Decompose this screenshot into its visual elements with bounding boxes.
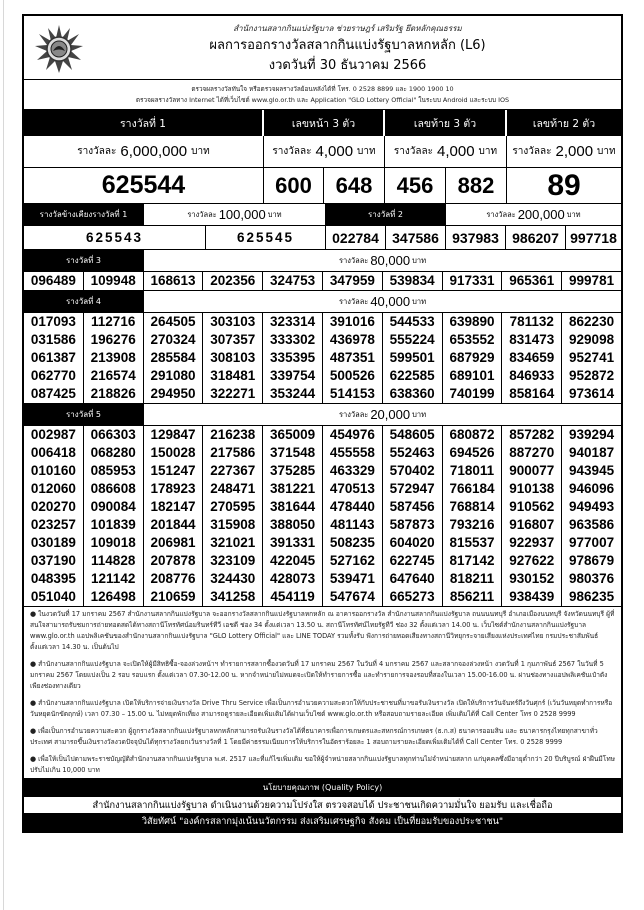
prize-number: 547674	[329, 589, 375, 604]
near-first-number-2: 625545	[206, 226, 326, 250]
amount-unit: บาท	[412, 409, 427, 419]
prize-number: 085953	[90, 463, 136, 478]
prize-number: 023257	[30, 517, 76, 532]
prize-number: 381221	[270, 481, 316, 496]
prize-number: 303103	[210, 314, 256, 329]
prize-number: 388050	[270, 517, 316, 532]
prize-number: 929098	[569, 332, 615, 347]
announcement-item	[30, 754, 615, 776]
number-column	[84, 313, 144, 403]
lottery-results-document	[22, 14, 623, 833]
prize-number: 218826	[90, 386, 136, 401]
prize-number: 500526	[329, 368, 375, 383]
quality-policy-text: สำนักงานสลากกินแบ่งรัฐบาล ดำเนินงานด้วยความโปร่งใส ตรวจสอบได้ ประชาชนเกิดความมั่นใจ ยอมรับ และเชื่อถือ	[24, 796, 621, 813]
vision-statement: วิสัยทัศน์ "องค์กรสลากมุ่งเน้นนวัตกรรม ส่งเสริมเศรษฐกิจ สังคม เป็นที่ยอมรับของประชาชน"	[24, 813, 621, 831]
prize-number: 900077	[509, 463, 555, 478]
near-first-number-1: 625543	[24, 226, 206, 250]
top-prize-labels	[24, 110, 621, 136]
prize-number: 436978	[329, 332, 375, 347]
prize-number: 129847	[150, 427, 196, 442]
second-prize-label: รางวัลที่ 2	[326, 204, 446, 226]
prize-number: 068280	[90, 445, 136, 460]
third-prize-amount	[144, 250, 621, 272]
near-first-label: รางวัลข้างเคียงรางวัลที่ 1	[24, 204, 144, 226]
header-text	[94, 22, 601, 76]
prize-number: 048395	[30, 571, 76, 586]
prize-number: 347959	[329, 273, 375, 288]
prize-number: 963586	[569, 517, 615, 532]
fifth-prize-numbers	[24, 426, 621, 607]
prize-number: 323109	[210, 553, 256, 568]
prize-number: 572947	[389, 481, 435, 496]
prize-number: 248471	[210, 481, 256, 496]
prize-number: 308103	[210, 350, 256, 365]
amount-unit: บาท	[191, 146, 210, 157]
prize-number: 570402	[389, 463, 435, 478]
prize-number: 318481	[210, 368, 256, 383]
second-number-4: 986207	[506, 226, 566, 250]
prize-number: 539834	[389, 273, 435, 288]
first-prize-number: 625544	[24, 168, 264, 204]
org-line: สำนักงานสลากกินแบ่งรัฐบาล ช่วยราษฎร์ เสริมรัฐ ยึดหลักคุณธรรม	[233, 24, 462, 33]
prize-number: 061387	[30, 350, 76, 365]
amount-prefix: รางวัลละ	[187, 209, 217, 219]
bullet-icon: ●	[30, 755, 37, 763]
amount-value: 2,000	[555, 143, 594, 160]
fourth-prize-numbers	[24, 313, 621, 404]
prize-number: 365009	[270, 427, 316, 442]
prize-number: 322271	[210, 386, 256, 401]
prize-number: 371548	[270, 445, 316, 460]
number-column	[24, 426, 84, 606]
prize-number: 922937	[509, 535, 555, 550]
number-column	[203, 272, 263, 290]
prize-number: 555224	[389, 332, 435, 347]
quality-policy-label: นโยบายคุณภาพ (Quality Policy)	[24, 779, 621, 796]
prize-number: 687929	[449, 350, 495, 365]
fourth-prize-header	[24, 291, 621, 313]
prize-number: 858164	[509, 386, 555, 401]
prize-number: 178923	[150, 481, 196, 496]
prize-number: 949493	[569, 499, 615, 514]
prize-number: 264505	[150, 314, 196, 329]
number-column	[502, 426, 562, 606]
prize-number: 422045	[270, 553, 316, 568]
prize-number: 846933	[509, 368, 555, 383]
prize-number: 817142	[449, 553, 495, 568]
prize-number: 818211	[449, 571, 495, 586]
prize-number: 910138	[509, 481, 555, 496]
front3-label: เลขหน้า 3 ตัว	[264, 110, 385, 136]
prize-number: 768814	[449, 499, 495, 514]
prize-number: 002987	[30, 427, 76, 442]
announcement-item	[30, 726, 615, 748]
fifth-prize-label: รางวัลที่ 5	[24, 404, 144, 426]
amount-unit: บาท	[597, 146, 616, 157]
number-column	[24, 313, 84, 403]
prize-number: 096489	[30, 273, 76, 288]
prize-number: 428073	[270, 571, 316, 586]
announcement-text: สำนักงานสลากกินแบ่งรัฐบาล จะเปิดให้ผู้มีสิทธิซื้อ-จองล่วงหน้าฯ ทำรายการสลากซื้องวดวันที่ 17 มกราคม 2567 ในวันที่ 4 มกราคม 2567 และสลากจองล่วงหน้า งวดวันที่ 1 กุมภาพันธ์ 2567 ในวันที่ 5 มกราคม 2567 โดยแบ่งเป็น 2 รอบ รอบแรก ตั้งแต่เวลา 07.30-12.00 น. หากจำหน่ายไม่หมดจะเปิดให้ทำรายการซื้อ และทำรายการจองรอบที่สองในเวลา 15.00-16.00 น. ผ่านช่องทางแอปพลิเคชันเป๋าตัง เพียงช่องทางเดียว	[30, 660, 608, 690]
prize-number: 463329	[329, 463, 375, 478]
prize-number: 126498	[90, 589, 136, 604]
prize-number: 087425	[30, 386, 76, 401]
number-column	[144, 272, 204, 290]
amount-value: 40,000	[370, 294, 411, 309]
amount-value: 4,000	[315, 143, 354, 160]
prize-number: 335395	[270, 350, 316, 365]
prize-number: 307357	[210, 332, 256, 347]
prize-number: 604020	[389, 535, 435, 550]
prize-number: 647640	[389, 571, 435, 586]
amount-value: 200,000	[517, 207, 565, 222]
prize-number: 455558	[329, 445, 375, 460]
prize-number: 375285	[270, 463, 316, 478]
second-number-2: 347586	[386, 226, 446, 250]
prize-number: 999781	[569, 273, 615, 288]
prize-number: 548605	[389, 427, 435, 442]
prize-number: 917331	[449, 273, 495, 288]
prize-number: 454119	[270, 589, 315, 604]
prize-number: 051040	[30, 589, 76, 604]
number-column	[443, 426, 503, 606]
prize-number: 665273	[389, 589, 435, 604]
amount-value: 100,000	[218, 207, 266, 222]
third-prize-label: รางวัลที่ 3	[24, 250, 144, 272]
glo-emblem-icon	[34, 24, 84, 74]
amount-value: 6,000,000	[120, 143, 188, 160]
prize-number: 182147	[150, 499, 196, 514]
prize-number: 391331	[270, 535, 316, 550]
prize-number: 012060	[30, 481, 76, 496]
prize-number: 508235	[329, 535, 375, 550]
amount-unit: บาท	[267, 209, 282, 219]
prize-number: 622745	[389, 553, 435, 568]
prize-number: 943945	[569, 463, 615, 478]
prize-number: 514153	[329, 386, 375, 401]
amount-value: 4,000	[437, 143, 475, 160]
prize-number: 112716	[91, 314, 136, 329]
number-column	[203, 313, 263, 403]
page-title: ผลการออกรางวัลสลากกินแบ่งรัฐบาลหกหลัก (L6)	[209, 38, 486, 53]
prize-number: 487351	[329, 350, 375, 365]
prize-number: 539471	[329, 571, 375, 586]
prize-number: 006418	[30, 445, 76, 460]
prize-number: 910562	[509, 499, 555, 514]
top-prize-amounts	[24, 136, 621, 168]
prize-number: 587873	[389, 517, 435, 532]
prize-number: 109018	[90, 535, 136, 550]
contact-line-1: ตรวจผลรางวัลทันใจ หรือตรวจผลรางวัลย้อนหลังได้ที่ โทร. 0 2528 8899 และ 1900 1900 10	[191, 85, 454, 93]
back3-number-2: 882	[446, 168, 507, 204]
prize-number: 324753	[270, 273, 316, 288]
third-prize-numbers	[24, 272, 621, 291]
amount-unit: บาท	[566, 209, 581, 219]
announcement-item	[30, 659, 615, 692]
amount-unit: บาท	[357, 146, 376, 157]
fourth-prize-label: รางวัลที่ 4	[24, 291, 144, 313]
number-column	[383, 426, 443, 606]
prize-number: 986235	[569, 589, 615, 604]
amount-unit: บาท	[412, 296, 427, 306]
prize-number: 017093	[30, 314, 76, 329]
top-prize-numbers	[24, 168, 621, 204]
number-column	[263, 272, 323, 290]
prize-number: 927622	[509, 553, 555, 568]
second-prize-amount	[446, 204, 621, 226]
prize-number: 740199	[449, 386, 495, 401]
prize-number: 680872	[449, 427, 495, 442]
prize-number: 689101	[449, 368, 495, 383]
prize-number: 946096	[569, 481, 615, 496]
prize-number: 323314	[270, 314, 316, 329]
number-column	[383, 313, 443, 403]
prize-number: 150028	[150, 445, 196, 460]
prize-number: 206981	[150, 535, 196, 550]
near-first-second-numbers	[24, 226, 621, 250]
number-column	[562, 313, 621, 403]
prize-number: 831473	[509, 332, 555, 347]
prize-number: 341258	[210, 589, 256, 604]
prize-number: 527162	[329, 553, 375, 568]
prize-number: 470513	[329, 481, 375, 496]
amount-prefix: รางวัลละ	[512, 146, 552, 157]
document-header	[24, 16, 621, 80]
number-column	[502, 272, 562, 290]
prize-number: 478440	[329, 499, 375, 514]
front3-number-2: 648	[324, 168, 385, 204]
announcements	[24, 607, 621, 779]
number-column	[203, 426, 263, 606]
prize-number: 856211	[449, 589, 495, 604]
bullet-icon: ●	[30, 727, 37, 735]
second-number-1: 022784	[326, 226, 386, 250]
prize-number: 291080	[150, 368, 196, 383]
prize-number: 321021	[210, 535, 256, 550]
draw-date: งวดวันที่ 30 ธันวาคม 2566	[268, 58, 427, 73]
prize-number: 938439	[509, 589, 555, 604]
prize-number: 315908	[210, 517, 256, 532]
amount-unit: บาท	[412, 255, 427, 265]
prize-number: 066303	[90, 427, 136, 442]
amount-prefix: รางวัลละ	[338, 296, 369, 306]
prize-number: 090084	[90, 499, 136, 514]
number-column	[323, 313, 383, 403]
front3-amount	[264, 136, 385, 168]
back3-label: เลขท้าย 3 ตัว	[385, 110, 507, 136]
prize-number: 694526	[449, 445, 495, 460]
prize-number: 857282	[509, 427, 555, 442]
prize-number: 381644	[270, 499, 316, 514]
prize-number: 333302	[270, 332, 316, 347]
prize-number: 339754	[270, 368, 316, 383]
back3-amount	[385, 136, 507, 168]
prize-number: 270324	[150, 332, 196, 347]
prize-number: 638360	[389, 386, 435, 401]
announcement-text: เพื่อเป็นการอำนวยความสะดวก ผู้ถูกรางวัลสลากกินแบ่งรัฐบาลหกหลักสามารถรับเงินรางวัลได้ที่ธนาคารเพื่อการเกษตรและสหกรณ์การเกษตร (ธ.ก.ส) ธนาคารออมสิน และ ธนาคารกรุงไทยทุกสาขาทั่วประเทศ สามารถขึ้นเงินรางวัลงวดปัจจุบันได้ทุกรางวัลยกเว้นรางวัลที่ 1 โดยมีค่าธรรมเนียมการให้บริการในอัตราร้อยละ 1 สอบถามรายละเอียดเพิ่มเติมได้ที่ Call Center โทร. 0 2528 9999	[30, 727, 598, 746]
prize-number: 086608	[90, 481, 136, 496]
number-column	[24, 272, 84, 290]
number-column	[443, 272, 503, 290]
prize-number: 213908	[90, 350, 136, 365]
number-column	[84, 272, 144, 290]
announcement-item	[30, 609, 615, 653]
prize-number: 294950	[150, 386, 196, 401]
announcement-text: สำนักงานสลากกินแบ่งรัฐบาล เปิดให้บริการจ่ายเงินรางวัล Drive Thru Service เพื่อเป็นการอำนวยความสะดวกให้กับประชาชนที่มาขอรับเงินรางวัล เปิดให้บริการวันจันทร์ถึงวันศุกร์ (เว้นวันหยุดทำการหรือวันหยุดนักขัตฤกษ์) เวลา 07.30 – 15.00 น. ไม่หยุดพักเที่ยง สามารถดูรายละเอียดเพิ่มเติมได้ผ่านเว็บไซต์ www.glo.or.th หรือสอบถามรายละเอียด เพิ่มเติมได้ที่ Call Center โทร 0 2528 9999	[30, 699, 613, 718]
prize-number: 210659	[150, 589, 196, 604]
prize-number: 622585	[389, 368, 435, 383]
prize-number: 481143	[330, 517, 375, 532]
number-column	[502, 313, 562, 403]
prize-number: 952741	[569, 350, 615, 365]
back3-number-1: 456	[385, 168, 446, 204]
page-edge	[3, 0, 4, 910]
prize-number: 952872	[569, 368, 615, 383]
prize-number: 109948	[90, 273, 136, 288]
prize-number: 862230	[569, 314, 615, 329]
contact-line-2: ตรวจผลรางวัลทาง Internet ได้ที่เว็บไซต์ www.glo.or.th และ Application "GLO Lottery Official" ในระบบ Android และระบบ IOS	[135, 96, 510, 104]
back2-label: เลขท้าย 2 ตัว	[507, 110, 621, 136]
prize-number: 930152	[509, 571, 555, 586]
prize-number: 391016	[329, 314, 375, 329]
prize-number: 216574	[90, 368, 136, 383]
prize-number: 887270	[509, 445, 555, 460]
prize-number: 977007	[569, 535, 615, 550]
announcement-text: ในงวดวันที่ 17 มกราคม 2567 สำนักงานสลากกินแบ่งรัฐบาล จะออกรางวัลสลากกินแบ่งรัฐบาลหกหลัก ณ อาคารออกรางวัล สำนักงานสลากกินแบ่งรัฐบาล ถนนนนทบุรี อำเภอเมืองนนทบุรี จังหวัดนนทบุรี ผู้ที่สนใจสามารถรับชมการถ่ายทอดสดได้ทางสถานีโทรทัศน์อมรินทร์ทีวี เอชดี ช่อง 34 ตั้งแต่เวลา 13.50 น. สถานีโทรทัศน์ไทยรัฐทีวี ช่อง 32 ตั้งแต่เวลา 14.00 น. เว็บไซต์สำนักงานสลากกินแบ่งรัฐบาล www.glo.or.th แอปพลิเคชันของสำนักงานสลากกินแบ่งรัฐบาล "GLO Lottery Official" และ LINE TODAY รวมทั้งรับ ฟังการถ่ายทอดเสียงทางสถานีวิทยุกระจายเสียงแห่งประเทศไทย กรมประชาสัมพันธ์ ตั้งแต่เวลา 14.30 น. เป็นต้นไป	[30, 610, 615, 651]
fourth-prize-amount	[144, 291, 621, 313]
bullet-icon: ●	[30, 610, 37, 618]
amount-value: 20,000	[370, 407, 411, 422]
amount-prefix: รางวัลละ	[338, 255, 369, 265]
prize-number: 031586	[30, 332, 76, 347]
prize-number: 653552	[449, 332, 495, 347]
prize-number: 939294	[569, 427, 615, 442]
prize-number: 552463	[389, 445, 435, 460]
amount-prefix: รางวัลละ	[338, 409, 369, 419]
prize-number: 599501	[389, 350, 435, 365]
prize-number: 793216	[449, 517, 495, 532]
prize-number: 587456	[389, 499, 435, 514]
number-column	[84, 426, 144, 606]
announcement-item	[30, 698, 615, 720]
prize-number: 639890	[449, 314, 495, 329]
amount-unit: บาท	[478, 146, 498, 157]
prize-number: 980376	[569, 571, 615, 586]
bullet-icon: ●	[30, 660, 37, 668]
prize-number: 201844	[150, 517, 196, 532]
prize-number: 270595	[210, 499, 256, 514]
second-number-5: 997718	[566, 226, 621, 250]
prize-number: 766184	[449, 481, 495, 496]
prize-number: 207878	[150, 553, 196, 568]
number-column	[144, 313, 204, 403]
prize-number: 151247	[150, 463, 196, 478]
near-first-amount	[144, 204, 326, 226]
number-column	[323, 426, 383, 606]
prize-number: 037190	[30, 553, 76, 568]
prize-number: 010160	[30, 463, 76, 478]
amount-value: 80,000	[370, 253, 411, 268]
prize-number: 815537	[449, 535, 495, 550]
contact-info	[24, 80, 621, 110]
number-column	[323, 272, 383, 290]
second-number-3: 937983	[446, 226, 506, 250]
amount-prefix: รางวัลละ	[393, 146, 433, 157]
prize-number: 208776	[150, 571, 196, 586]
prize-number: 940187	[569, 445, 615, 460]
number-column	[383, 272, 443, 290]
prize-number: 196276	[90, 332, 136, 347]
prize-number: 030189	[30, 535, 76, 550]
number-column	[562, 272, 621, 290]
prize-number: 216238	[210, 427, 256, 442]
amount-prefix: รางวัลละ	[486, 209, 516, 219]
prize-number: 978679	[569, 553, 615, 568]
third-prize-header	[24, 250, 621, 272]
first-prize-amount	[24, 136, 264, 168]
number-column	[263, 313, 323, 403]
prize-number: 202356	[210, 273, 256, 288]
prize-number: 718011	[449, 463, 495, 478]
number-column	[263, 426, 323, 606]
prize-number: 973614	[569, 386, 615, 401]
number-column	[144, 426, 204, 606]
prize-number: 454976	[329, 427, 375, 442]
prize-number: 217586	[210, 445, 256, 460]
front3-number-1: 600	[264, 168, 324, 204]
amount-prefix: รางวัลละ	[272, 146, 312, 157]
prize-number: 121142	[91, 571, 136, 586]
back2-amount	[507, 136, 621, 168]
fifth-prize-header	[24, 404, 621, 426]
near-first-second-header	[24, 204, 621, 226]
prize-number: 101839	[90, 517, 136, 532]
number-column	[562, 426, 621, 606]
fifth-prize-amount	[144, 404, 621, 426]
prize-number: 020270	[30, 499, 76, 514]
prize-number: 062770	[30, 368, 76, 383]
prize-number: 168613	[150, 273, 196, 288]
announcement-text: เพื่อให้เป็นไปตามพระราชบัญญัติสำนักงานสลากกินแบ่งรัฐบาล พ.ศ. 2517 และที่แก้ไขเพิ่มเติม ขอให้ผู้จำหน่ายสลากกินแบ่งรัฐบาลทุกท่านไม่จำหน่ายสลาก แก่บุคคลซึ่งมีอายุต่ำกว่า 20 ปีบริบูรณ์ ฝ่าฝืนมีโทษปรับไม่เกิน 10,000 บาท	[30, 755, 616, 774]
bullet-icon: ●	[30, 699, 37, 707]
amount-prefix: รางวัลละ	[77, 146, 117, 157]
prize-number: 285584	[150, 350, 196, 365]
prize-number: 324430	[210, 571, 256, 586]
prize-number: 781132	[509, 314, 554, 329]
prize-number: 353244	[270, 386, 316, 401]
prize-number: 965361	[509, 273, 555, 288]
first-prize-label: รางวัลที่ 1	[24, 110, 264, 136]
prize-number: 916807	[509, 517, 555, 532]
prize-number: 544533	[389, 314, 435, 329]
prize-number: 227367	[210, 463, 256, 478]
prize-number: 114828	[91, 553, 136, 568]
prize-number: 834659	[509, 350, 555, 365]
number-column	[443, 313, 503, 403]
back2-number: 89	[507, 168, 621, 204]
